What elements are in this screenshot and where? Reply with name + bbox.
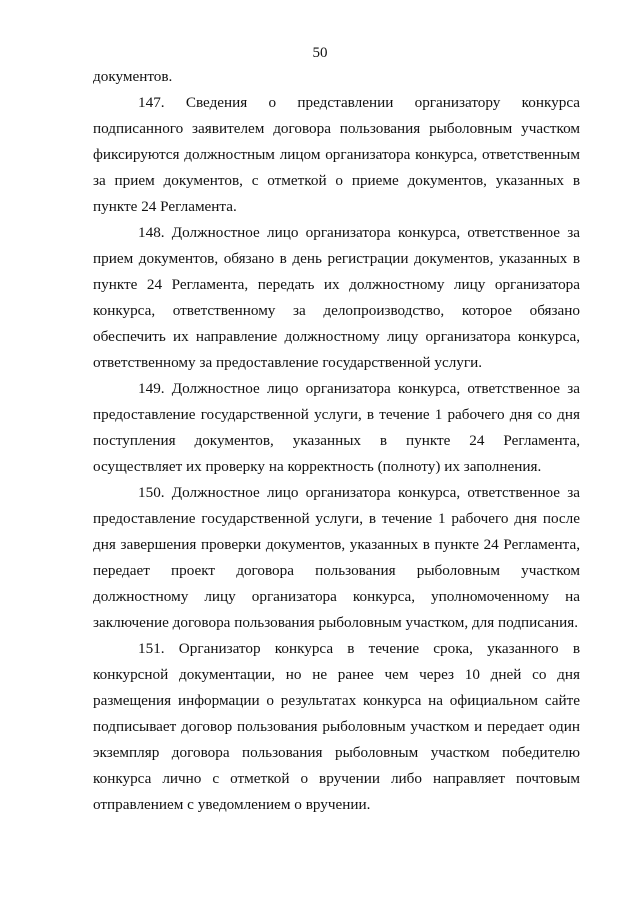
paragraph-149: 149. Должностное лицо организатора конкурса, ответственное за предоставление государственной услуги, в течение 1 рабочего дня со дня поступления документов, указанных в пункте 24 Регламента, осуществляет их проверку на корректность (полноту) их заполнения.: [93, 380, 580, 475]
paragraph-148: 148. Должностное лицо организатора конкурса, ответственное за прием документов, обязано в день регистрации документов, указанных в пункте 24 Регламента, передать их должностному лицу организатора конкурса, ответственному за делопроизводство, которое обязано обеспечить их направление должностному лицу организатора конкурса, ответственному за предоставление государственной услуги.: [93, 224, 580, 371]
paragraph-147: 147. Сведения о представлении организатору конкурса подписанного заявителем договора пользования рыболовным участком фиксируются должностным лицом организатора конкурса, ответственным за прием документов, с отметкой о приеме документов, указанных в пункте 24 Регламента.: [93, 94, 580, 215]
paragraph-151: 151. Организатор конкурса в течение срока, указанного в конкурсной документации, но не ранее чем через 10 дней со дня размещения информации о результатах конкурса на официальном сайте подписывает договор пользования рыболовным участком и передает один экземпляр договора пользования рыболовным участком победителю конкурса лично с отметкой о вручении либо направляет почтовым отправлением с уведомлением о вручении.: [93, 640, 580, 813]
paragraph-150: 150. Должностное лицо организатора конкурса, ответственное за предоставление государственной услуги, в течение 1 рабочего дня после дня завершения проверки документов, указанных в пункте 24 Регламента, передает проект договора пользования рыболовным участком должностному лицу организатора конкурса, уполномоченному на заключение договора пользования рыболовным участком, для подписания.: [93, 484, 580, 631]
document-body: [93, 64, 580, 818]
page-number: 50: [312, 45, 328, 61]
paragraph-continuation: документов.: [93, 68, 173, 85]
